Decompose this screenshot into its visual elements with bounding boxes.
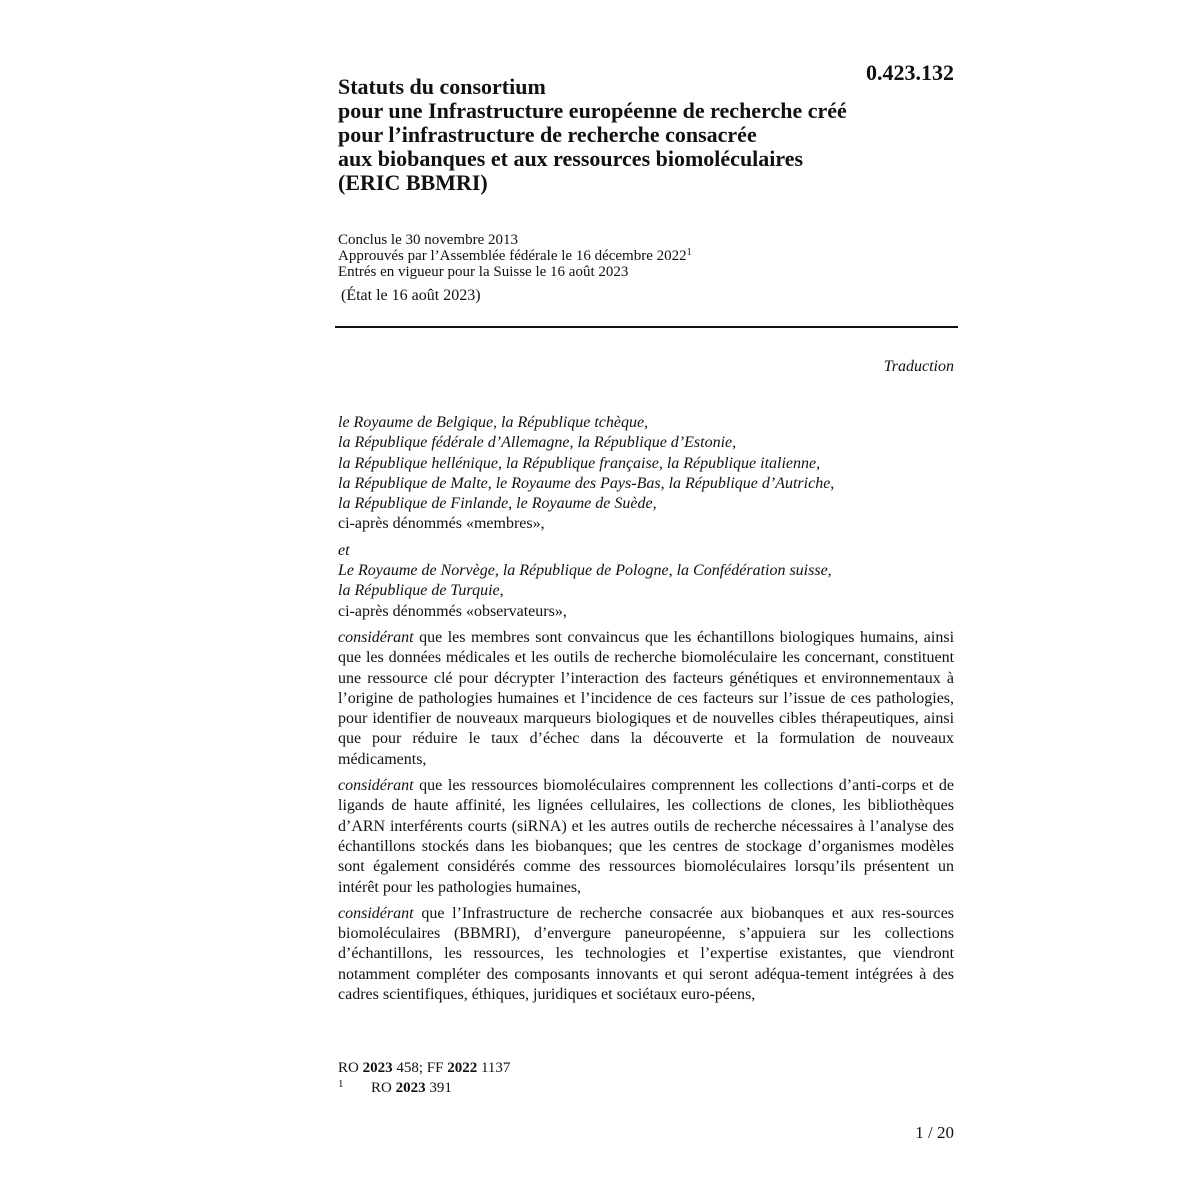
consideration-text: biologiques et de nouvelles cibles thérapeutiques, ainsi que pour réduire le taux [338,710,955,748]
consideration-text: concernant, constituent une ressource clé pour décrypter l’interaction des facteurs [338,649,955,687]
consideration-text: collections d’échantillons, les ressources, les technologies et l’expertise existantes, [338,925,954,963]
consideration-text: de stockage d’organismes modèles sont également considérés comme des ressources [338,837,955,876]
consideration-text: ces facteurs sur l’issue de ces pathologies, pour identifier de nouveaux marqueurs [338,689,955,728]
date-block [338,232,692,280]
ff-page: 1137 [480,1060,511,1076]
preamble [338,413,954,1011]
approved-date [338,248,692,264]
consideration-text: les bibliothèques d’ARN interférents courts (siRNA) et les autres outils de recherche [338,797,954,835]
conjunction: et [338,541,350,559]
ro-year: 2023 [362,1060,393,1076]
observers-block [338,541,954,622]
note-prefix: RO [371,1080,392,1096]
consideration-lead: considérant [338,777,414,795]
consideration-text: biomoléculaires lorsqu’ils présentent un intérêt pour les pathologies humaines, [338,858,954,896]
note-page: 391 [429,1080,452,1096]
footnotes [338,1058,510,1098]
note-year: 2023 [395,1080,426,1096]
consideration-lead: considérant [338,904,414,922]
consideration-text: que les membres sont convaincus que les échantillons biologiques [419,628,855,646]
header-divider [335,326,958,328]
member-line: la République de Finlande, le Royaume de Suède, [338,495,657,513]
consideration-paragraph [338,904,954,1005]
consideration-text: humains, ainsi que les données médicales et les outils de recherche biomoléculaire les [338,628,955,667]
observers-designation: ci-après dénommés «observateurs», [338,602,567,620]
ro-prefix: RO [338,1060,359,1076]
in-force-date: Entrés en vigueur pour la Suisse le 16 août 2023 [338,264,629,280]
consideration-text: que les ressources biomoléculaires comprennent les collections d’anti- [419,777,882,795]
document-title [338,75,938,195]
ff-year: 2022 [447,1060,478,1076]
consideration-text: corps et de ligands de haute affinité, les lignées cellulaires, les collections de clones, [338,777,954,815]
official-references [338,1058,510,1078]
consideration-text: d’échec dans la découverte et la formulation de nouveaux médicaments, [338,730,955,768]
footnote-1: 1 RO 2023 391 [338,1078,452,1096]
translation-label: Traduction [883,358,954,375]
title-line: pour une Infrastructure européenne de recherche créé [338,98,847,123]
observer-line: la République de Turquie, [338,582,504,600]
consideration-text: que viendront notamment compléter des composants innovants et qui seront adéqua- [338,945,955,983]
consideration-paragraph [338,776,954,898]
title-line: Statuts du consortium [338,74,546,99]
consideration-paragraph [338,628,954,770]
approved-text: Approuvés par l’Assemblée fédérale le 16 décembre 2022 [338,248,687,264]
title-line: pour l’infrastructure de recherche consacrée [338,122,757,147]
title-line: (ERIC BBMRI) [338,170,488,195]
state-date: (État le 16 août 2023) [341,287,481,304]
consideration-lead: considérant [338,628,414,646]
footnote-ref-link[interactable]: 1 [686,247,692,258]
member-line: le Royaume de Belgique, la République tchèque, [338,414,649,431]
members-designation: ci-après dénommés «membres», [338,515,545,533]
ro-page: 458; FF [396,1060,444,1076]
page-number: 1 / 20 [915,1123,954,1142]
consideration-text: péens, [714,986,756,1004]
sr-number: 0.423.132 [866,60,954,85]
observer-line: Le Royaume de Norvège, la République de Pologne, la Confédération suisse, [338,562,832,580]
member-line: la République hellénique, la République française, la République italienne, [338,454,821,472]
consideration-text: sources biomoléculaires (BBMRI), d’envergure paneuropéenne, s’appuiera sur les [338,904,955,943]
title-line: aux biobanques et aux ressources biomoléculaires [338,146,804,171]
consideration-text: nécessaires à l’analyse des échantillons stockés dans les biobanques; que les centres [338,817,955,855]
member-line: la République fédérale d’Allemagne, la République d’Estonie, [338,434,737,452]
consideration-text: que l’Infrastructure de recherche consacrée aux biobanques et aux res- [421,904,907,922]
consideration-text: génétiques et environnementaux à l’origine de pathologies humaines et l’incidence de [338,669,955,707]
members-block [338,413,954,535]
concluded-date: Conclus le 30 novembre 2013 [338,232,518,248]
member-line: la République de Malte, le Royaume des Pays-Bas, la République d’Autriche, [338,474,835,492]
consideration-text: tement intégrées à des cadres scientifiques, éthiques, juridiques et sociétaux euro- [338,965,955,1004]
